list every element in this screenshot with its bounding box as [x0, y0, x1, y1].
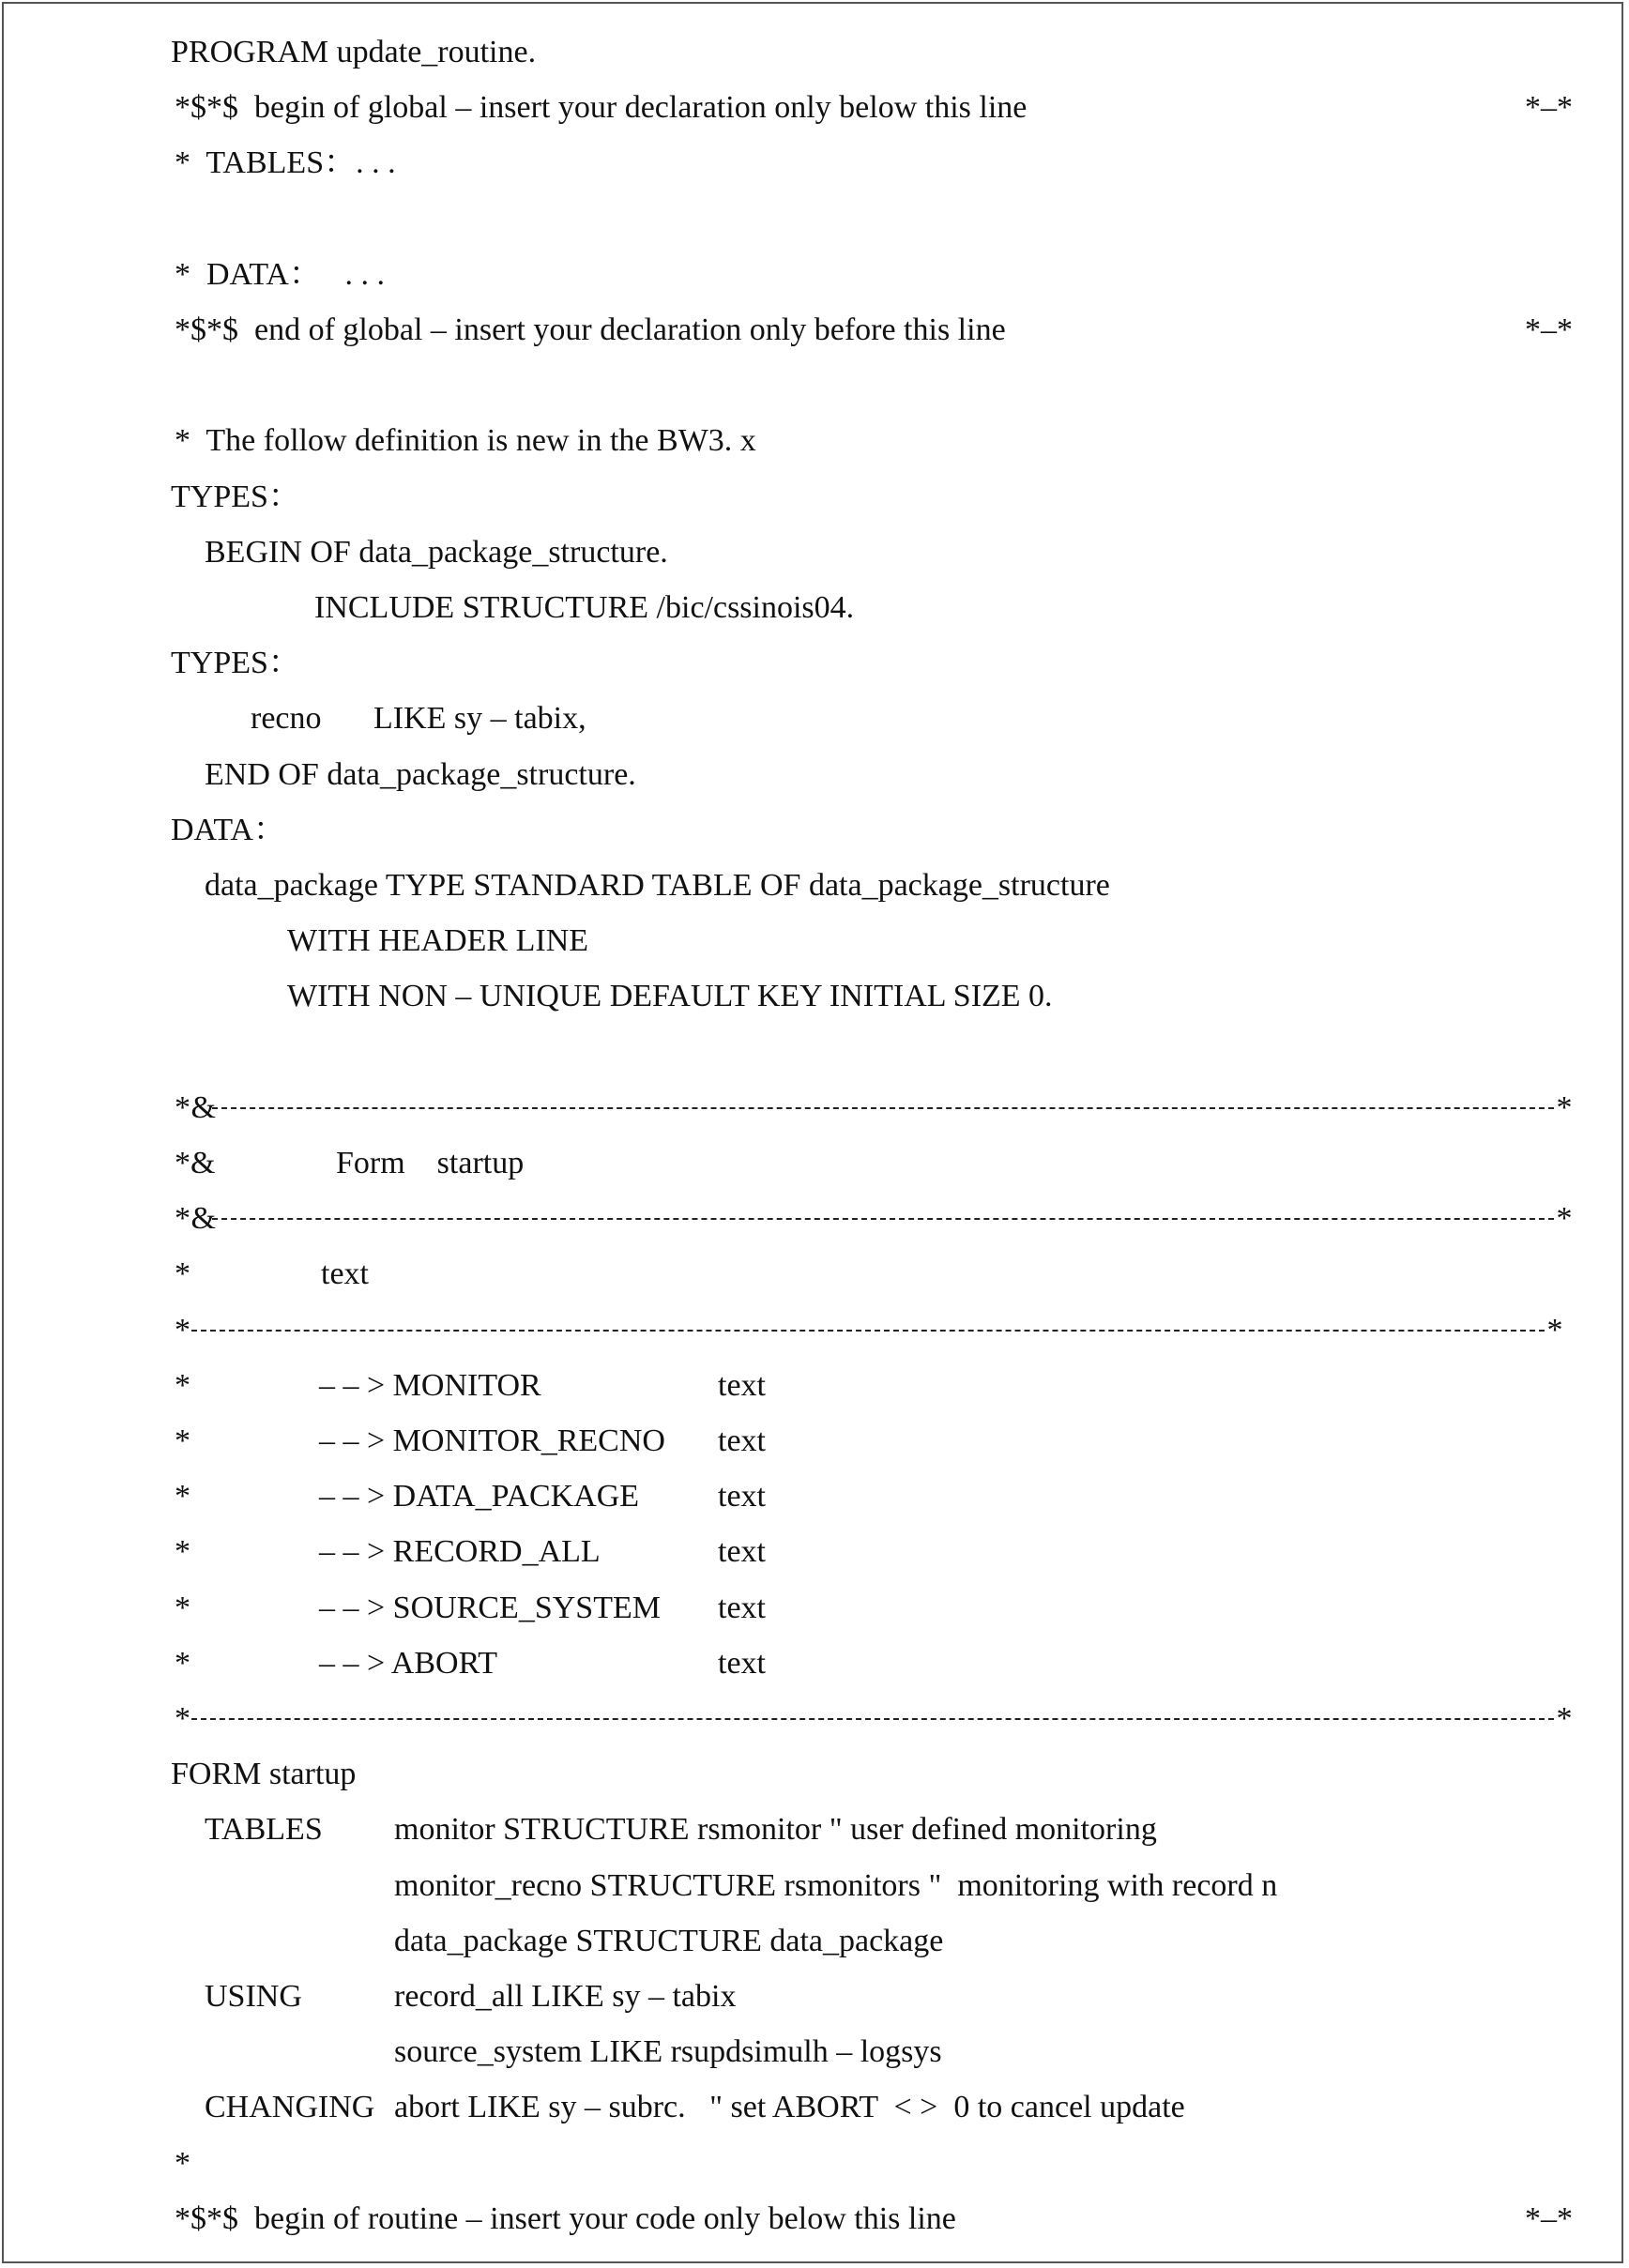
code-segment: *$*$ begin of routine – insert your code only below this line: [175, 2201, 956, 2236]
code-segment: USING: [205, 1979, 302, 2014]
code-segment: data_package TYPE STANDARD TABLE OF data_package_structure: [205, 868, 1110, 903]
code-line: [0, 2136, 1629, 2191]
code-line: [0, 1246, 1629, 1301]
code-line: [0, 1524, 1629, 1579]
separator-lead: *&: [175, 1090, 217, 1125]
code-line: [0, 1969, 1629, 2024]
separator-tail: *: [1546, 1313, 1563, 1347]
code-line: [0, 24, 1629, 80]
code-segment: – – > DATA_PACKAGE: [319, 1479, 640, 1514]
code-segment: text: [718, 1368, 766, 1403]
separator-lead: *: [175, 1313, 191, 1347]
code-segment: – – > ABORT: [319, 1646, 497, 1681]
code-segment: – – > MONITOR: [319, 1368, 541, 1403]
separator-rule: [191, 1718, 1554, 1720]
code-segment: *: [175, 1256, 190, 1291]
code-segment: * TABLES：. . .: [175, 145, 396, 180]
code-line: [0, 913, 1629, 968]
code-separator-line: [0, 1191, 1629, 1246]
code-line: [0, 635, 1629, 691]
code-line: [0, 135, 1629, 190]
code-line: [0, 191, 1629, 247]
code-segment: END OF data_package_structure.: [205, 757, 636, 792]
code-line: [0, 691, 1629, 746]
code-segment: DATA：: [171, 813, 285, 847]
code-line: [0, 525, 1629, 580]
code-segment: abort LIKE sy – subrc. " set ABORT < > 0 to cancel update: [394, 2090, 1185, 2124]
code-segment: source_system LIKE rsupdsimulh – logsys: [394, 2034, 942, 2069]
code-segment: *: [175, 1534, 190, 1569]
separator-tail: *: [1556, 1201, 1573, 1236]
code-segment: TYPES：: [171, 479, 300, 514]
code-segment: *–*: [1525, 2201, 1573, 2236]
code-separator-line: [0, 1080, 1629, 1135]
code-segment: monitor_recno STRUCTURE rsmonitors " monitoring with record n: [394, 1868, 1278, 1903]
code-segment: data_package STRUCTURE data_package: [394, 1924, 944, 1958]
separator-rule: [212, 1218, 1554, 1220]
code-line: [0, 580, 1629, 635]
code-segment: – – > RECORD_ALL: [319, 1534, 601, 1569]
code-segment: PROGRAM update_routine.: [171, 35, 537, 69]
code-segment: text: [718, 1534, 766, 1569]
code-segment: text: [321, 1256, 369, 1291]
code-segment: WITH HEADER LINE: [287, 923, 589, 958]
code-line: [0, 1802, 1629, 1857]
separator-lead: *&: [175, 1201, 217, 1236]
code-segment: *: [175, 1591, 190, 1625]
separator-tail: *: [1556, 1701, 1573, 1736]
code-segment: FORM startup: [171, 1757, 357, 1791]
code-segment: text: [718, 1479, 766, 1514]
code-line: [0, 2079, 1629, 2135]
code-line: [0, 302, 1629, 358]
code-segment: *: [175, 1646, 190, 1681]
code-segment: text: [718, 1646, 766, 1681]
code-line: [0, 1135, 1629, 1191]
code-segment: *–*: [1525, 90, 1573, 125]
code-separator-line: [0, 1691, 1629, 1746]
code-line: [0, 747, 1629, 802]
code-segment: *: [175, 2146, 190, 2181]
code-line: [0, 1580, 1629, 1636]
code-segment: monitor STRUCTURE rsmonitor " user defined monitoring: [394, 1812, 1157, 1847]
code-line: [0, 968, 1629, 1024]
code-line: [0, 1913, 1629, 1969]
separator-lead: *: [175, 1701, 191, 1736]
code-line: [0, 469, 1629, 525]
code-line: [0, 858, 1629, 913]
code-line: [0, 1746, 1629, 1802]
code-line: [0, 2191, 1629, 2246]
code-segment: BEGIN OF data_package_structure.: [205, 535, 668, 570]
code-segment: * The follow definition is new in the BW3. x: [175, 423, 756, 458]
code-line: [0, 247, 1629, 302]
separator-tail: *: [1556, 1090, 1573, 1125]
code-line: [0, 358, 1629, 413]
code-line: [0, 2024, 1629, 2079]
code-line: [0, 1858, 1629, 1913]
code-line: [0, 413, 1629, 468]
code-segment: recno: [251, 701, 322, 736]
code-segment: INCLUDE STRUCTURE /bic/cssinois04.: [314, 590, 855, 625]
code-segment: LIKE sy – tabix,: [373, 701, 586, 736]
code-segment: *&: [175, 1146, 216, 1180]
code-segment: – – > MONITOR_RECNO: [319, 1423, 665, 1458]
code-line: [0, 1025, 1629, 1080]
code-segment: *$*$ begin of global – insert your declaration only below this line: [175, 90, 1028, 125]
code-segment: text: [718, 1591, 766, 1625]
code-line: [0, 80, 1629, 135]
code-segment: text: [718, 1423, 766, 1458]
code-segment: Form startup: [336, 1146, 525, 1180]
code-segment: TABLES: [205, 1812, 323, 1847]
code-line: [0, 802, 1629, 858]
separator-rule: [212, 1107, 1554, 1109]
code-segment: *: [175, 1479, 190, 1514]
code-line: [0, 1636, 1629, 1691]
code-segment: *–*: [1525, 312, 1573, 347]
code-segment: *: [175, 1368, 190, 1403]
code-segment: record_all LIKE sy – tabix: [394, 1979, 737, 2014]
code-separator-line: [0, 1302, 1629, 1358]
code-segment: – – > SOURCE_SYSTEM: [319, 1591, 661, 1625]
code-segment: *: [175, 1423, 190, 1458]
code-line: [0, 1358, 1629, 1413]
code-segment: TYPES：: [171, 646, 300, 680]
code-segment: WITH NON – UNIQUE DEFAULT KEY INITIAL SIZE 0.: [287, 979, 1053, 1013]
code-line: [0, 1413, 1629, 1469]
code-segment: * DATA： . . .: [175, 257, 385, 292]
code-line: [0, 1469, 1629, 1524]
code-segment: CHANGING: [205, 2090, 375, 2124]
separator-rule: [191, 1330, 1545, 1332]
code-segment: *$*$ end of global – insert your declaration only before this line: [175, 312, 1006, 347]
